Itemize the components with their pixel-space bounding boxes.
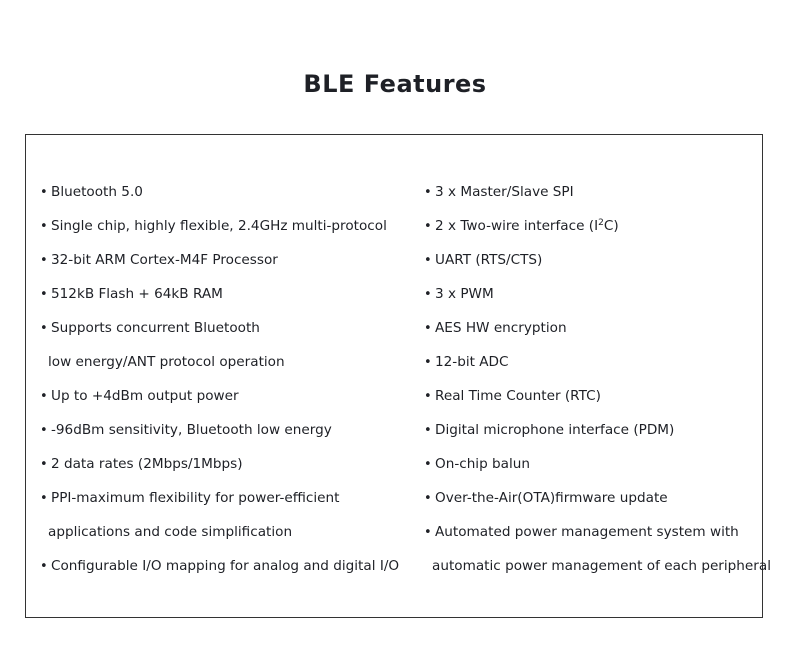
bullet-icon: • [40, 321, 48, 336]
list-item [424, 379, 771, 413]
feature-text: UART (RTS/CTS) [435, 252, 543, 268]
bullet-icon: • [424, 185, 432, 200]
list-item [424, 311, 771, 345]
feature-text: Real Time Counter (RTC) [435, 388, 601, 404]
bullet-icon: • [424, 321, 432, 336]
bullet-icon: • [424, 355, 432, 370]
list-item [40, 447, 399, 481]
list-item [424, 175, 771, 209]
bullet-icon: • [424, 457, 432, 472]
bullet-icon: • [424, 287, 432, 302]
list-item-continuation [40, 345, 399, 379]
list-item [40, 175, 399, 209]
bullet-icon: • [40, 559, 48, 574]
bullet-icon: • [424, 219, 432, 234]
list-item [424, 243, 771, 277]
list-item [424, 447, 771, 481]
list-item [424, 481, 771, 515]
bullet-icon: • [40, 219, 48, 234]
feature-list-right [424, 175, 771, 583]
feature-list-left [40, 175, 399, 583]
feature-text: 2 data rates (2Mbps/1Mbps) [51, 456, 243, 472]
feature-text: Over-the-Air(OTA)firmware update [435, 490, 668, 506]
feature-text: 32-bit ARM Cortex-M4F Processor [51, 252, 278, 268]
list-item [424, 209, 771, 243]
list-item [40, 481, 399, 515]
feature-text: 2 x Two-wire interface (I [435, 218, 599, 234]
bullet-icon: • [40, 491, 48, 506]
bullet-icon: • [40, 253, 48, 268]
bullet-icon: • [40, 457, 48, 472]
feature-text: On-chip balun [435, 456, 531, 472]
list-item [424, 515, 771, 549]
list-item [424, 345, 771, 379]
bullet-icon: • [424, 423, 432, 438]
feature-text: 3 x Master/Slave SPI [435, 184, 574, 200]
feature-text: automatic power management of each peripheral [432, 558, 771, 574]
feature-text: 3 x PWM [435, 286, 494, 302]
list-item [40, 413, 399, 447]
list-item [40, 549, 399, 583]
feature-text: Supports concurrent Bluetooth [51, 320, 260, 336]
feature-text: Automated power management system with [435, 524, 739, 540]
bullet-icon: • [40, 389, 48, 404]
superscript-two: 2 [598, 218, 604, 228]
bullet-icon: • [424, 389, 432, 404]
page-title: BLE Features [303, 70, 487, 98]
list-item-continuation [40, 515, 399, 549]
bullet-icon: • [424, 491, 432, 506]
bullet-icon: • [40, 423, 48, 438]
feature-box [25, 134, 771, 618]
feature-text: applications and code simplification [48, 524, 293, 540]
feature-text: Configurable I/O mapping for analog and digital I/O [51, 558, 400, 574]
feature-text: 512kB Flash + 64kB RAM [51, 286, 223, 302]
list-item [424, 277, 771, 311]
feature-text: Up to +4dBm output power [51, 388, 239, 404]
feature-text: C) [603, 218, 619, 234]
bullet-icon: • [424, 525, 432, 540]
feature-text: Single chip, highly flexible, 2.4GHz multi-protocol [51, 218, 387, 234]
bullet-icon: • [40, 287, 48, 302]
feature-text: PPI-maximum flexibility for power-efficient [51, 490, 340, 506]
feature-text: Bluetooth 5.0 [51, 184, 143, 200]
list-item [40, 379, 399, 413]
list-item-continuation [424, 549, 771, 583]
feature-text: Digital microphone interface (PDM) [435, 422, 675, 438]
feature-text: -96dBm sensitivity, Bluetooth low energy [51, 422, 332, 438]
feature-text: low energy/ANT protocol operation [48, 354, 285, 370]
list-item [40, 311, 399, 345]
list-item [40, 277, 399, 311]
list-item [424, 413, 771, 447]
feature-text: AES HW encryption [435, 320, 567, 336]
list-item [40, 243, 399, 277]
bullet-icon: • [424, 253, 432, 268]
bullet-icon: • [40, 185, 48, 200]
list-item [40, 209, 399, 243]
feature-text: 12-bit ADC [435, 354, 509, 370]
